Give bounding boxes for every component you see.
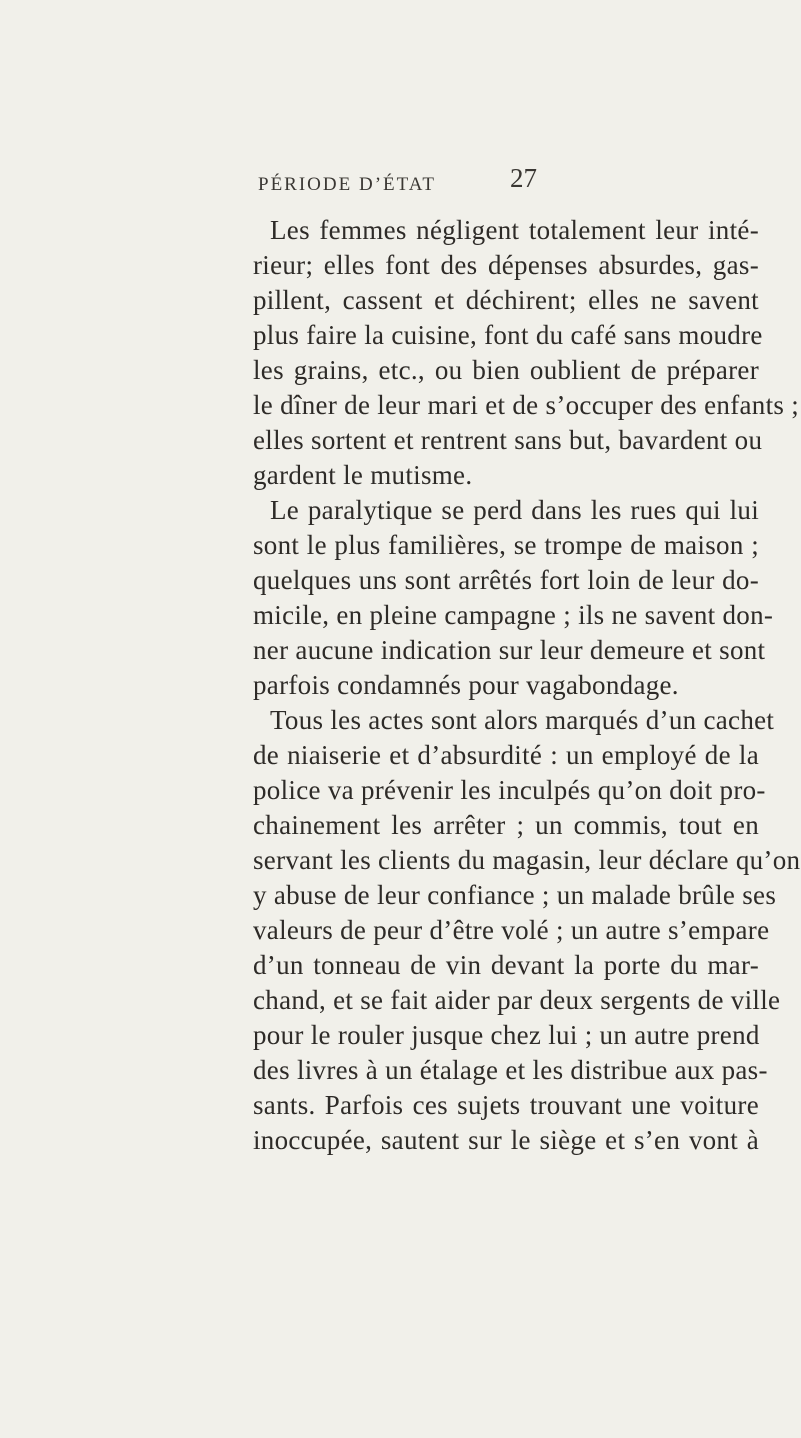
text-line: micile, en pleine campagne ; ils ne savent don-: [253, 600, 774, 630]
text-line: chainement les arrêter ; un commis, tout en: [253, 810, 759, 840]
text-line: Le paralytique se perd dans les rues qui lui: [270, 495, 759, 525]
text-line: inoccupée, sautent sur le siège et s’en vont à: [253, 1125, 759, 1155]
page-number: 27: [510, 163, 537, 193]
text-line: de niaiserie et d’absurdité : un employé de la: [253, 740, 759, 770]
text-line: rieur; elles font des dépenses absurdes, gas-: [253, 250, 759, 280]
text-line: Tous les actes sont alors marqués d’un cachet: [270, 705, 775, 735]
text-line: pour le rouler jusque chez lui ; un autre prend: [253, 1020, 760, 1050]
text-line: police va prévenir les inculpés qu’on doit pro-: [253, 775, 766, 805]
running-head: [0, 163, 801, 202]
text-line: quelques uns sont arrêtés fort loin de leur do-: [253, 565, 759, 595]
text-line: sont le plus familières, se trompe de maison ;: [253, 530, 759, 560]
text-line: y abuse de leur confiance ; un malade brûle ses: [253, 880, 777, 910]
text-line: valeurs de peur d’être volé ; un autre s’empare: [253, 915, 770, 945]
text-line: parfois condamnés pour vagabondage.: [253, 670, 679, 700]
text-line: chand, et se fait aider par deux sergents de ville: [253, 985, 781, 1015]
text-line: d’un tonneau de vin devant la porte du mar-: [253, 950, 759, 980]
text-line: Les femmes négligent totalement leur inté-: [270, 215, 759, 245]
text-line: elles sortent et rentrent sans but, bavardent ou: [253, 425, 763, 455]
text-line: les grains, etc., ou bien oublient de préparer: [253, 355, 759, 385]
text-line: des livres à un étalage et les distribue aux pas-: [253, 1055, 768, 1085]
running-head-title: PÉRIODE D’ÉTAT: [258, 174, 436, 195]
text-line: le dîner de leur mari et de s’occuper des enfants ;: [253, 390, 800, 420]
text-line: ner aucune indication sur leur demeure et sont: [253, 635, 766, 665]
text-line: pillent, cassent et déchirent; elles ne savent: [253, 285, 759, 315]
text-line: sants. Parfois ces sujets trouvant une voiture: [253, 1090, 759, 1120]
text-line: servant les clients du magasin, leur déclare qu’on: [253, 845, 801, 875]
text-line: plus faire la cuisine, font du café sans moudre: [253, 320, 763, 350]
text-line: gardent le mutisme.: [253, 460, 473, 490]
